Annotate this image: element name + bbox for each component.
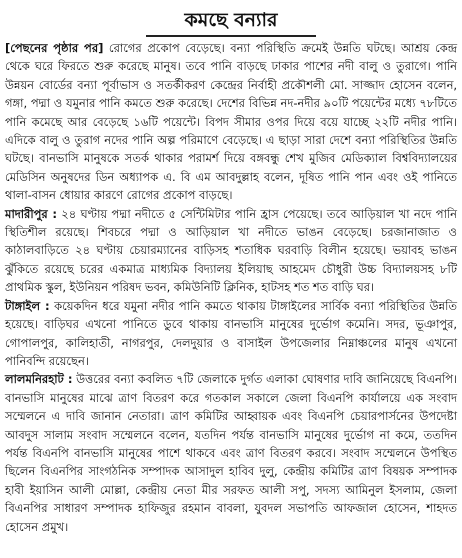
paragraph-tangail bbox=[5, 297, 457, 371]
paragraph-text: ২৪ ঘণ্টায় পদ্মা নদীতে ৫ সেন্টিমিটার পানি হ্রাস পেয়েছে। তবে আড়িয়াল খা নদে পানি স্থিতিশীল রয়েছে। শিবচরে পদ্মা ও আড়িয়াল খা নদীতে ভাঙন বেড়েছে। চরজানাজাত ও কাঠালবাড়িতে ২৪ ঘণ্টায় চেয়ারম্যানের বাড়িসহ শতাধিক ঘরবাড়ি বিলীন হয়েছে। ভয়াবহ ভাঙন ঝুঁকিতে রয়েছে চরের একমাত্র মাধ্যমিক বিদ্যালয় ইলিয়াছ আহমেদ চৌধুরী উচ্চ বিদ্যালয়সহ ৮টি প্রাথমিক স্কুল, ইউনিয়ন পরিষদ ভবন, কমিউনিটি ক্লিনিক, হাটসহ শত শত বাড়ি ঘর। bbox=[5, 206, 457, 295]
dateline-lalmonirhat: লালমনিরহাট : bbox=[5, 372, 73, 387]
continued-label: [পেছনের পৃষ্ঠার পর] bbox=[5, 41, 104, 55]
paragraph-lalmonirhat bbox=[5, 370, 457, 536]
dateline-madaripur: মাদারীপুর : bbox=[5, 206, 57, 221]
paragraph-continued bbox=[5, 39, 457, 205]
paragraph-text: রোগের প্রকোপ বেড়েছে। বন্যা পরিস্থিতি ক্রমেই উন্নতি ঘটছে। আশ্রয় কেন্দ্র থেকে ঘরে ফিরতে শুরু করেছে মানুষ। তবে পানি বাড়ছে ঢাকার পাশের নদী বালু ও তুরাগে। পানি উন্নয়ন বোর্ডের বন্যা পূর্বাভাস ও সতর্কীকরণ কেন্দ্রের নির্বাহী প্রকৌশলী মো. সাজ্জাদ হোসেন বলেন, গঙ্গা, পদ্মা ও যমুনার পানি কমতে শুরু করেছে। দেশের বিভিন্ন নদ-নদীর ৯০টি পয়েন্টের মধ্যে ৭৮টিতে পানি কমেছে আর বেড়েছে ১৬টি পয়েন্টে। বিপদ সীমার ওপর দিয়ে বয়ে যাচ্ছে ২২টি নদীর পানি। এদিকে বালু ও তুরাগ নদের পানি অল্প পরিমাণে বেড়েছে। এ ছাড়া সারা দেশে বন্যা পরিস্থিতির উন্নতি ঘটছে। বানভাসি মানুষকে সতর্ক থাকার পরামর্শ দিয়ে বঙ্গবন্ধু শেখ মুজিব মেডিক্যাল বিশ্ববিদ্যালয়ের মেডিসিন অনুষদের ডিন অধ্যাপক এ. বি এম আবদুল্লাহ বলেন, দূষিত পানি পান এবং ওই পানিতে থালা-বাসন ধোয়ার কারণে রোগের প্রকোপ বাড়ছে। bbox=[5, 41, 457, 203]
paragraph-text: উত্তরের বন্যা কবলিত ৭টি জেলাকে দুর্গত এলাকা ঘোষণার দাবি জানিয়েছে বিএনপি। বানভাসি মানুষের মাঝে ত্রাণ বিতরণ করে গতকাল সকালে জেলা বিএনপি কার্যালয়ে এক সংবাদ সম্মেলনে এ দাবি জানান নেতারা। ত্রাণ কমিটির আহ্বায়ক এবং বিএনপি চেয়ারপার্সনের উপদেষ্টা আবদুস সালাম সংবাদ সম্মেলনে বলেন, যতদিন পর্যন্ত বানভাসি মানুষের দুর্ভোগ না কমে, ততদিন পর্যন্ত বিএনপি বানভাসি মানুষের পাশে থাকবে এবং ত্রাণ বিতরণ করবে। সংবাদ সম্মেলনে উপস্থিত ছিলেন বিএনপির সাংগঠনিক সম্পাদক আসাদুল হাবিব দুলু, কেন্দ্রীয় কমিটির ত্রাণ বিষয়ক সম্পাদক হাবী ইয়াসিন আলী মোল্লা, কেন্দ্রীয় নেতা মীর সরফত আলী সপু, সদস্য আমিনুল ইসলাম, জেলা বিএনপির সাধারণ সম্পাদক হাফিজুর রহমান বাবলা, যুবদল সভাপতি আফজাল হোসেন, শাহদত হোসেন প্রমুখ। bbox=[5, 372, 458, 534]
paragraph-text: কয়েকদিন ধরে যমুনা নদীর পানি কমতে থাকায় টাঙ্গাইলের সার্বিক বন্যা পরিস্থিতির উন্নতি হয়েছে। বাড়িঘর এখনো পানিতে ডুবে থাকায় বানভাসি মানুষের দুর্ভোগ কমেনি। সদর, ভূঞাপুর, গোপালপুর, কালিহাতী, নাগরপুর, দেলদুয়ার ও বাসাইল উপজেলার নিম্নাঞ্চলের মানুষ এখনো পানিবন্দি রয়েছেন। bbox=[5, 298, 457, 368]
paragraph-madaripur bbox=[5, 205, 457, 297]
headline: কমছে বন্যার bbox=[146, 8, 316, 37]
dateline-tangail: টাঙ্গাইল : bbox=[5, 298, 50, 313]
